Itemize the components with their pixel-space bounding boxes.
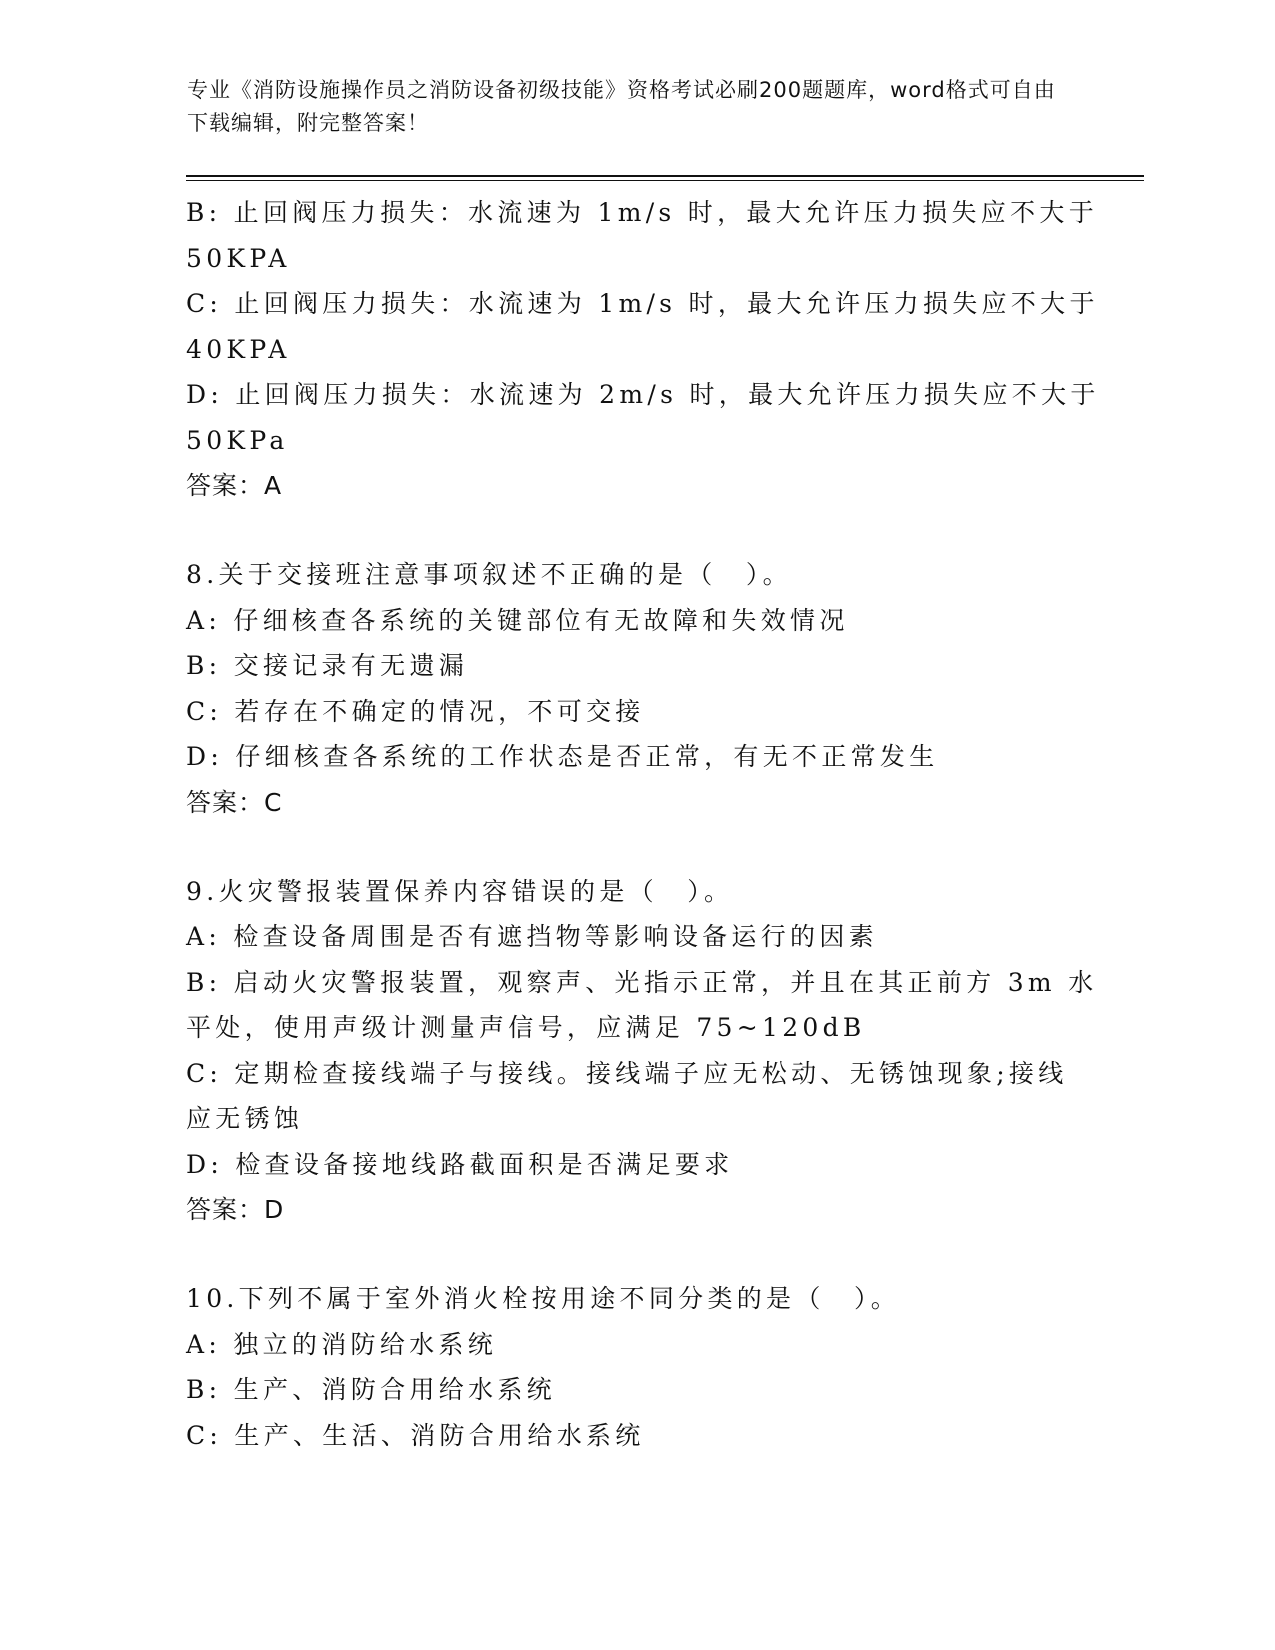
option-line: 50KPa [186,425,289,455]
header-title: 专业《消防设施操作员之消防设备初级技能》资格考试必刷200题题库，word格式可自由下载编辑，附完整答案！ [187,78,1056,135]
option-line: D: 止回阀压力损失：水流速为 2m/s 时，最大允许压力损失应不大于 [186,380,1100,409]
question-block [186,190,1100,508]
option-line: D: 检查设备接地线路截面积是否满足要求 [186,1149,734,1179]
option-line: C: 若存在不确定的情况，不可交接 [186,696,645,726]
document-header [187,74,1057,140]
option-line: A: 检查设备周围是否有遮挡物等影响设备运行的因素 [186,922,878,951]
option-line: B: 生产、消防合用给水系统 [186,1375,556,1404]
option-line: 50KPA [186,243,291,273]
question-stem: 8.关于交接班注意事项叙述不正确的是（ ）。 [186,560,792,589]
option-line: A: 仔细核查各系统的关键部位有无故障和失效情况 [186,605,849,635]
answer-line: 答案：D [186,1195,285,1224]
spacer [186,1232,1066,1276]
option-line: B: 启动火灾警报装置，观察声、光指示正常，并且在其正前方 3m 水 [186,967,1098,997]
option-line: D: 仔细核查各系统的工作状态是否正常，有无不正常发生 [186,742,939,771]
option-line: A: 独立的消防给水系统 [186,1329,498,1359]
option-line: 应无锈蚀 [186,1104,304,1133]
question-stem: 10.下列不属于室外消火栓按用途不同分类的是（ ）。 [186,1284,901,1313]
question-stem: 9.火灾警报装置保养内容错误的是（ ）。 [186,876,734,906]
option-line: 平处，使用声级计测量声信号，应满足 75~120dB [186,1013,866,1042]
answer-line: 答案：C [186,787,283,817]
option-line: 40KPA [186,334,291,364]
question-block [186,552,1066,825]
question-block [186,1276,1066,1458]
option-line: C: 止回阀压力损失：水流速为 1m/s 时，最大允许压力损失应不大于 [186,289,1099,318]
option-line: B: 交接记录有无遗漏 [186,651,469,680]
question-block [186,869,1098,1233]
answer-line: 答案：A [186,471,283,500]
spacer [186,508,1066,552]
spacer [186,825,1066,869]
header-divider-thin [186,180,1144,181]
header-divider-thick [186,175,1144,177]
option-line: B: 止回阀压力损失：水流速为 1m/s 时，最大允许压力损失应不大于 [186,198,1099,227]
question-content [186,190,1100,1458]
option-line: C: 生产、生活、消防合用给水系统 [186,1420,645,1450]
option-line: C: 定期检查接线端子与接线。接线端子应无松动、无锈蚀现象;接线 [186,1058,1068,1088]
